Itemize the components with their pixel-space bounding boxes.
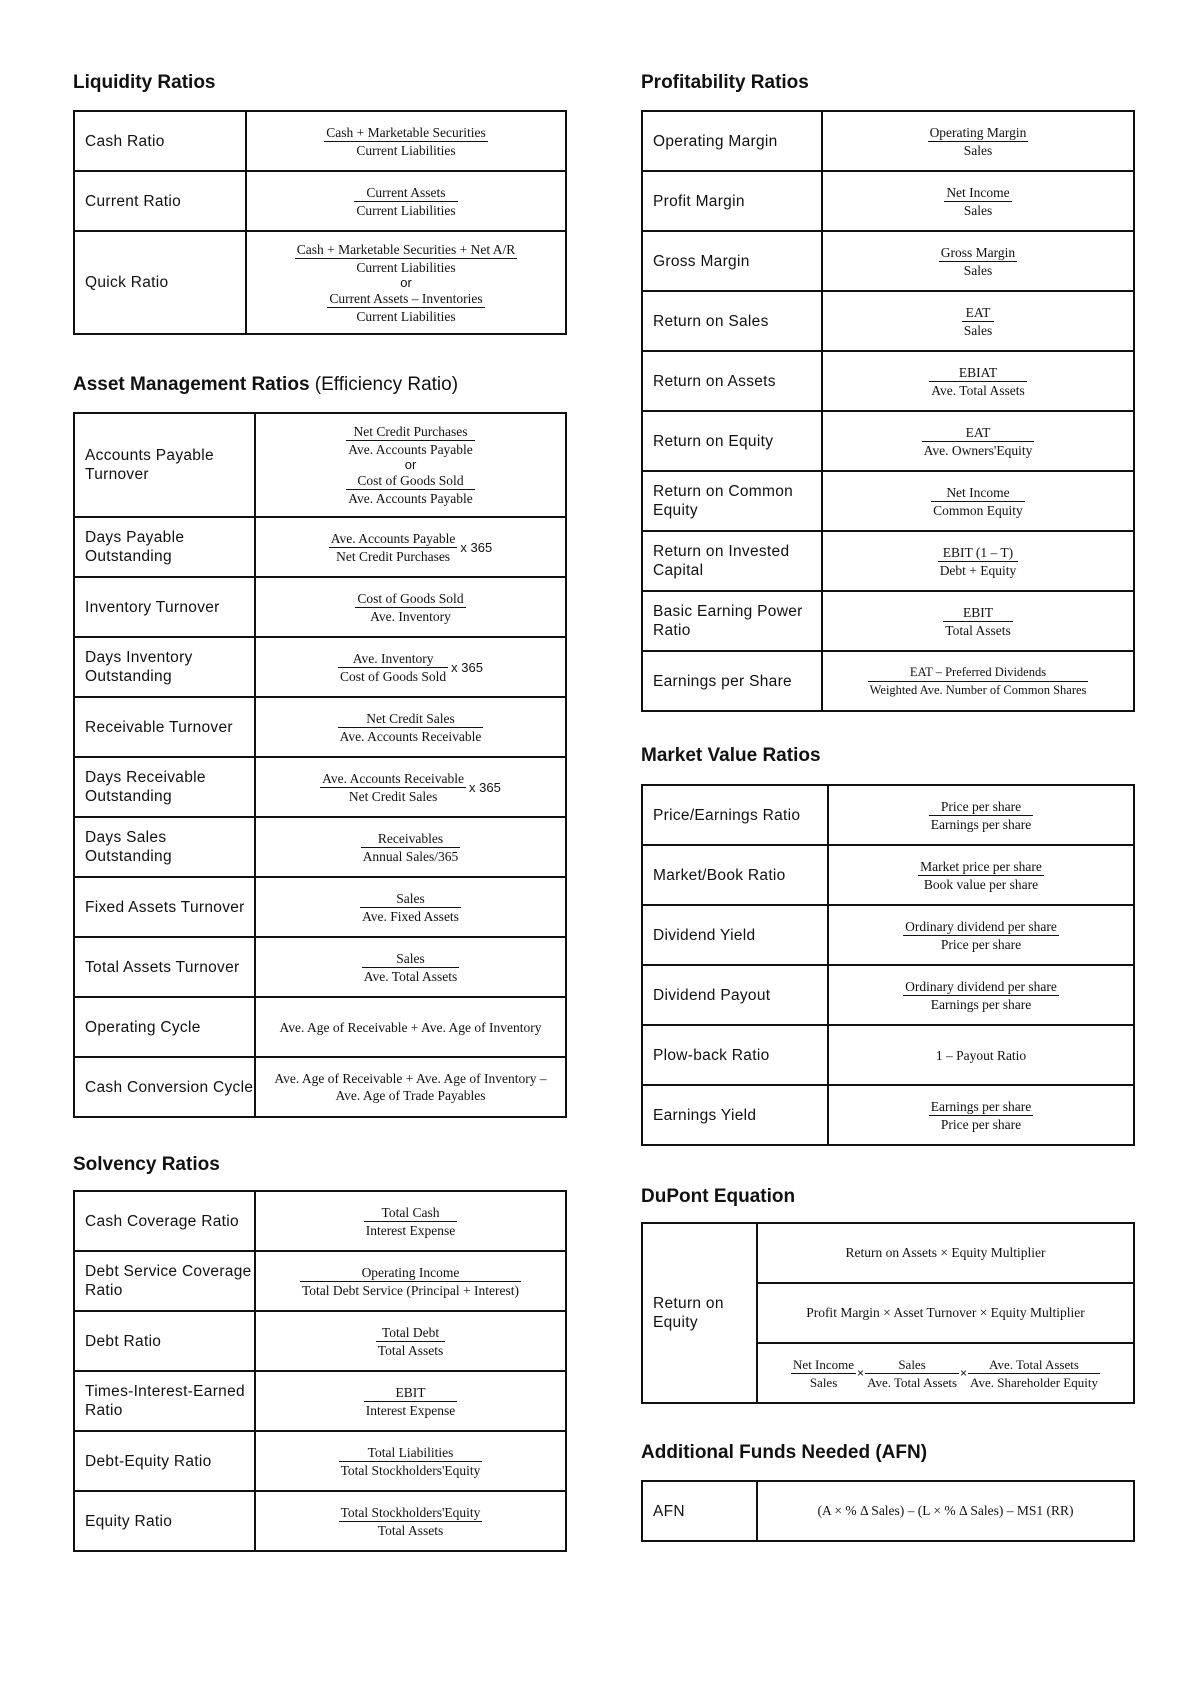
ratio-label: Dividend Payout (642, 965, 828, 1025)
ratio-label: Days Receivable Outstanding (74, 757, 255, 817)
formula-numerator: Ave. Accounts Receivable (322, 770, 464, 786)
formula-numerator: Cost of Goods Sold (346, 472, 475, 490)
formula-denominator: Ave. Accounts Receivable (339, 728, 482, 744)
times-sign: × (960, 1366, 968, 1380)
table-row (642, 965, 1134, 1025)
formula-numerator: EAT – Preferred Dividends (868, 664, 1089, 682)
multiplier: x 365 (451, 659, 483, 675)
ratio-label: Cash Conversion Cycle (74, 1057, 255, 1117)
ratio-label: Days Sales Outstanding (74, 817, 255, 877)
formula-denominator: Weighted Ave. Number of Common Shares (869, 682, 1087, 697)
ratio-formula (822, 531, 1134, 591)
ratio-label: Receivable Turnover (74, 697, 255, 757)
formula-numerator: Market price per share (920, 858, 1042, 874)
formula-denominator: Ave. Fixed Assets (362, 908, 459, 924)
ratio-label: Return on Common Equity (642, 471, 822, 531)
formula-denominator: Interest Expense (365, 1222, 456, 1238)
ratio-label: Equity Ratio (74, 1491, 255, 1551)
ratio-formula (255, 413, 566, 517)
formula-denominator: Total Debt Service (Principal + Interest) (302, 1282, 519, 1298)
formula-denominator: Ave. Total Assets (931, 382, 1025, 398)
ratio-formula (255, 1311, 566, 1371)
formula-denominator: Current Liabilities (356, 259, 456, 275)
table-row (642, 291, 1134, 351)
dupont-table (641, 1222, 1135, 1404)
ratio-formula (822, 651, 1134, 711)
dupont-label: Return on Equity (642, 1223, 757, 1403)
formula-denominator: Annual Sales/365 (362, 848, 459, 864)
ratio-formula (255, 1057, 566, 1117)
formula-denominator: Debt + Equity (939, 562, 1017, 578)
table-row (74, 1491, 566, 1551)
ratio-formula (822, 171, 1134, 231)
ratio-formula (255, 1251, 566, 1311)
formula-denominator: Ave. Shareholder Equity (970, 1374, 1098, 1390)
formula-numerator: Net Income (793, 1356, 855, 1372)
or-separator: or (400, 274, 412, 290)
formula-numerator: EBIT (364, 1384, 458, 1402)
ratio-formula (255, 697, 566, 757)
ratio-formula (828, 905, 1134, 965)
table-row (74, 1057, 566, 1117)
formula-numerator: Current Assets (354, 184, 457, 202)
asset-subtitle: (Efficiency Ratio) (314, 374, 459, 395)
formula-denominator: Current Liabilities (356, 308, 456, 324)
formula-denominator: Sales (963, 202, 993, 218)
formula-denominator: Common Equity (933, 502, 1023, 518)
table-row (74, 517, 566, 577)
formula-numerator: Cash + Marketable Securities (326, 124, 486, 140)
ratio-label: Profit Margin (642, 171, 822, 231)
formula-numerator: Operating Margin (929, 124, 1027, 140)
formula-text: Ave. Age of Receivable + Ave. Age of Inventory (279, 1019, 542, 1035)
table-row (74, 1191, 566, 1251)
multiplier: x 365 (460, 539, 493, 555)
table-row (642, 591, 1134, 651)
table-row (74, 937, 566, 997)
formula-numerator: EAT (922, 424, 1035, 442)
solvency-title: Solvency Ratios (73, 1154, 220, 1175)
ratio-formula (828, 1025, 1134, 1085)
table-row (642, 471, 1134, 531)
formula-denominator: Total Stockholders'Equity (340, 1462, 481, 1478)
ratio-formula (246, 111, 566, 171)
formula-denominator: Sales (963, 142, 993, 158)
liquidity-title: Liquidity Ratios (73, 72, 216, 93)
ratio-formula (828, 845, 1134, 905)
table-row (642, 411, 1134, 471)
ratio-formula (828, 1085, 1134, 1145)
ratio-label: Price/Earnings Ratio (642, 785, 828, 845)
formula-numerator: Current Assets – Inventories (329, 290, 483, 306)
formula-numerator: Total Liabilities (339, 1444, 483, 1462)
table-row (642, 905, 1134, 965)
formula-numerator: Ordinary dividend per share (905, 978, 1057, 994)
table-row (642, 1223, 1134, 1283)
ratio-label: Earnings per Share (642, 651, 822, 711)
market-table (641, 784, 1135, 1146)
ratio-label: Fixed Assets Turnover (74, 877, 255, 937)
ratio-formula (255, 877, 566, 937)
table-row (74, 111, 566, 171)
afn-title: Additional Funds Needed (AFN) (641, 1442, 928, 1463)
formula-numerator: Gross Margin (940, 244, 1016, 260)
ratio-label: Days Payable Outstanding (74, 517, 255, 577)
formula-denominator: Ave. Total Assets (867, 1374, 958, 1390)
table-row (642, 351, 1134, 411)
formula-denominator: Net Credit Purchases (336, 548, 451, 564)
formula-denominator: Interest Expense (365, 1402, 456, 1418)
profitability-title: Profitability Ratios (641, 72, 809, 93)
formula-numerator: Cash + Marketable Securities + Net A/R (296, 241, 516, 257)
formula-denominator: Total Assets (945, 622, 1011, 638)
table-row (74, 577, 566, 637)
formula-numerator: Cost of Goods Sold (357, 590, 464, 606)
ratio-label: Market/Book Ratio (642, 845, 828, 905)
ratio-formula (822, 591, 1134, 651)
dupont-formula-3 (757, 1343, 1134, 1403)
table-row (642, 231, 1134, 291)
formula-numerator: Earnings per share (930, 1098, 1032, 1114)
table-row (642, 171, 1134, 231)
ratio-formula (255, 997, 566, 1057)
table-row (74, 817, 566, 877)
ratio-label: Return on Assets (642, 351, 822, 411)
ratio-formula (246, 231, 566, 334)
liquidity-table (73, 110, 567, 335)
table-row (642, 531, 1134, 591)
ratio-formula (828, 965, 1134, 1025)
ratio-label: Inventory Turnover (74, 577, 255, 637)
ratio-formula (255, 637, 566, 697)
formula-denominator: Cost of Goods Sold (340, 668, 447, 684)
times-sign: × (857, 1366, 865, 1380)
ratio-formula (255, 1371, 566, 1431)
ratio-label: Times-Interest-Earned Ratio (74, 1371, 255, 1431)
formula-numerator: Net Income (931, 484, 1025, 502)
afn-formula: (A × % Δ Sales) – (L × % Δ Sales) – MS1 (RR) (757, 1481, 1134, 1541)
formula-numerator: Total Cash (364, 1204, 458, 1222)
formula-numerator: Total Stockholders'Equity (340, 1504, 481, 1520)
formula-denominator: Ave. Accounts Payable (348, 442, 473, 457)
formula-numerator: Ave. Inventory (338, 650, 448, 668)
ratio-formula (255, 577, 566, 637)
ratio-label: Current Ratio (74, 171, 246, 231)
formula-numerator: Receivables (361, 830, 461, 848)
asset-title-text: Asset Management Ratios (73, 374, 310, 395)
profitability-table (641, 110, 1135, 712)
market-title: Market Value Ratios (641, 745, 821, 766)
or-separator: or (404, 457, 417, 472)
formula-numerator: Price per share (929, 798, 1033, 816)
ratio-formula (822, 231, 1134, 291)
formula-numerator: Ordinary dividend per share (905, 918, 1057, 934)
ratio-formula (255, 937, 566, 997)
formula-denominator: Ave. Inventory (370, 608, 451, 624)
ratio-formula (822, 111, 1134, 171)
ratio-label: Accounts Payable Turnover (74, 413, 255, 517)
ratio-label: Quick Ratio (74, 231, 246, 334)
ratio-formula (828, 785, 1134, 845)
formula-numerator: Net Credit Sales (338, 710, 484, 728)
formula-numerator: Ave. Accounts Payable (330, 530, 456, 546)
table-row (642, 845, 1134, 905)
ratio-formula (822, 471, 1134, 531)
table-row (74, 171, 566, 231)
table-row (642, 1481, 1134, 1541)
ratio-formula (255, 817, 566, 877)
ratio-label: Dividend Yield (642, 905, 828, 965)
ratio-formula (255, 517, 566, 577)
ratio-formula (822, 291, 1134, 351)
ratio-label: Total Assets Turnover (74, 937, 255, 997)
ratio-label: Cash Ratio (74, 111, 246, 171)
formula-numerator: EAT (962, 304, 995, 322)
formula-denominator: Sales (963, 262, 993, 278)
ratio-label: Debt-Equity Ratio (74, 1431, 255, 1491)
formula-text: 1 – Payout Ratio (935, 1047, 1027, 1063)
ratio-formula (246, 171, 566, 231)
ratio-label: Gross Margin (642, 231, 822, 291)
ratio-label: Return on Equity (642, 411, 822, 471)
formula-denominator: Ave. Total Assets (363, 968, 458, 984)
asset-table (73, 412, 567, 1118)
formula-denominator: Current Liabilities (356, 202, 456, 218)
table-row (74, 1251, 566, 1311)
table-row (642, 1085, 1134, 1145)
ratio-formula (255, 1491, 566, 1551)
ratio-formula (822, 351, 1134, 411)
dupont-formula-2: Profit Margin × Asset Turnover × Equity Multiplier (757, 1283, 1134, 1343)
table-row (74, 997, 566, 1057)
formula-numerator: Net Credit Purchases (346, 423, 475, 441)
formula-denominator: Total Assets (377, 1342, 444, 1358)
ratio-label: Debt Ratio (74, 1311, 255, 1371)
ratio-formula (822, 411, 1134, 471)
afn-label: AFN (642, 1481, 757, 1541)
formula-numerator: Sales (865, 1356, 959, 1374)
formula-numerator: EBIT (1 – T) (938, 544, 1019, 562)
formula-numerator: EBIAT (929, 364, 1026, 382)
table-row (642, 1025, 1134, 1085)
formula-denominator: Ave. Owners'Equity (923, 442, 1033, 458)
formula-denominator: Sales (809, 1374, 838, 1390)
ratio-label: Basic Earning Power Ratio (642, 591, 822, 651)
formula-numerator: Total Debt (376, 1324, 445, 1342)
table-row (74, 231, 566, 334)
ratio-formula (255, 1431, 566, 1491)
ratio-label: Debt Service Coverage Ratio (74, 1251, 255, 1311)
multiplier: x 365 (469, 779, 501, 795)
asset-title (73, 374, 458, 396)
formula-denominator: Total Assets (377, 1522, 444, 1538)
formula-denominator: Earnings per share (930, 816, 1032, 832)
dupont-title: DuPont Equation (641, 1186, 796, 1207)
ratio-label: Return on Sales (642, 291, 822, 351)
ratio-label: Operating Cycle (74, 997, 255, 1057)
dupont-formula-1: Return on Assets × Equity Multiplier (757, 1223, 1134, 1283)
formula-numerator: Operating Income (300, 1264, 521, 1282)
formula-denominator: Current Liabilities (356, 142, 456, 158)
table-row (642, 111, 1134, 171)
formula-denominator: Price per share (940, 1116, 1022, 1132)
formula-numerator: Ave. Total Assets (968, 1356, 1100, 1374)
table-row (74, 1431, 566, 1491)
ratio-label: Earnings Yield (642, 1085, 828, 1145)
table-row (74, 757, 566, 817)
afn-table (641, 1480, 1135, 1542)
ratio-label: Plow-back Ratio (642, 1025, 828, 1085)
table-row (642, 785, 1134, 845)
table-row (74, 877, 566, 937)
formula-numerator: Sales (360, 890, 461, 908)
table-row (74, 637, 566, 697)
ratio-label: Days Inventory Outstanding (74, 637, 255, 697)
table-row (642, 651, 1134, 711)
formula-text: Ave. Age of Trade Payables (335, 1088, 486, 1103)
formula-numerator: Net Income (946, 184, 1010, 200)
table-row (74, 1311, 566, 1371)
ratio-label: Operating Margin (642, 111, 822, 171)
ratio-formula (255, 1191, 566, 1251)
ratio-label: Return on Invested Capital (642, 531, 822, 591)
formula-denominator: Ave. Accounts Payable (348, 491, 473, 506)
solvency-table (73, 1190, 567, 1552)
table-row (74, 1371, 566, 1431)
formula-denominator: Book value per share (923, 876, 1039, 892)
formula-denominator: Price per share (940, 936, 1022, 952)
formula-denominator: Sales (963, 322, 993, 338)
formula-numerator: EBIT (943, 604, 1012, 622)
formula-numerator: Sales (362, 950, 459, 968)
formula-denominator: Earnings per share (930, 996, 1032, 1012)
ratio-formula (255, 757, 566, 817)
table-row (74, 413, 566, 517)
formula-text: Ave. Age of Receivable + Ave. Age of Inventory – (274, 1071, 547, 1086)
formula-denominator: Net Credit Sales (348, 788, 438, 804)
table-row (74, 697, 566, 757)
ratio-label: Cash Coverage Ratio (74, 1191, 255, 1251)
